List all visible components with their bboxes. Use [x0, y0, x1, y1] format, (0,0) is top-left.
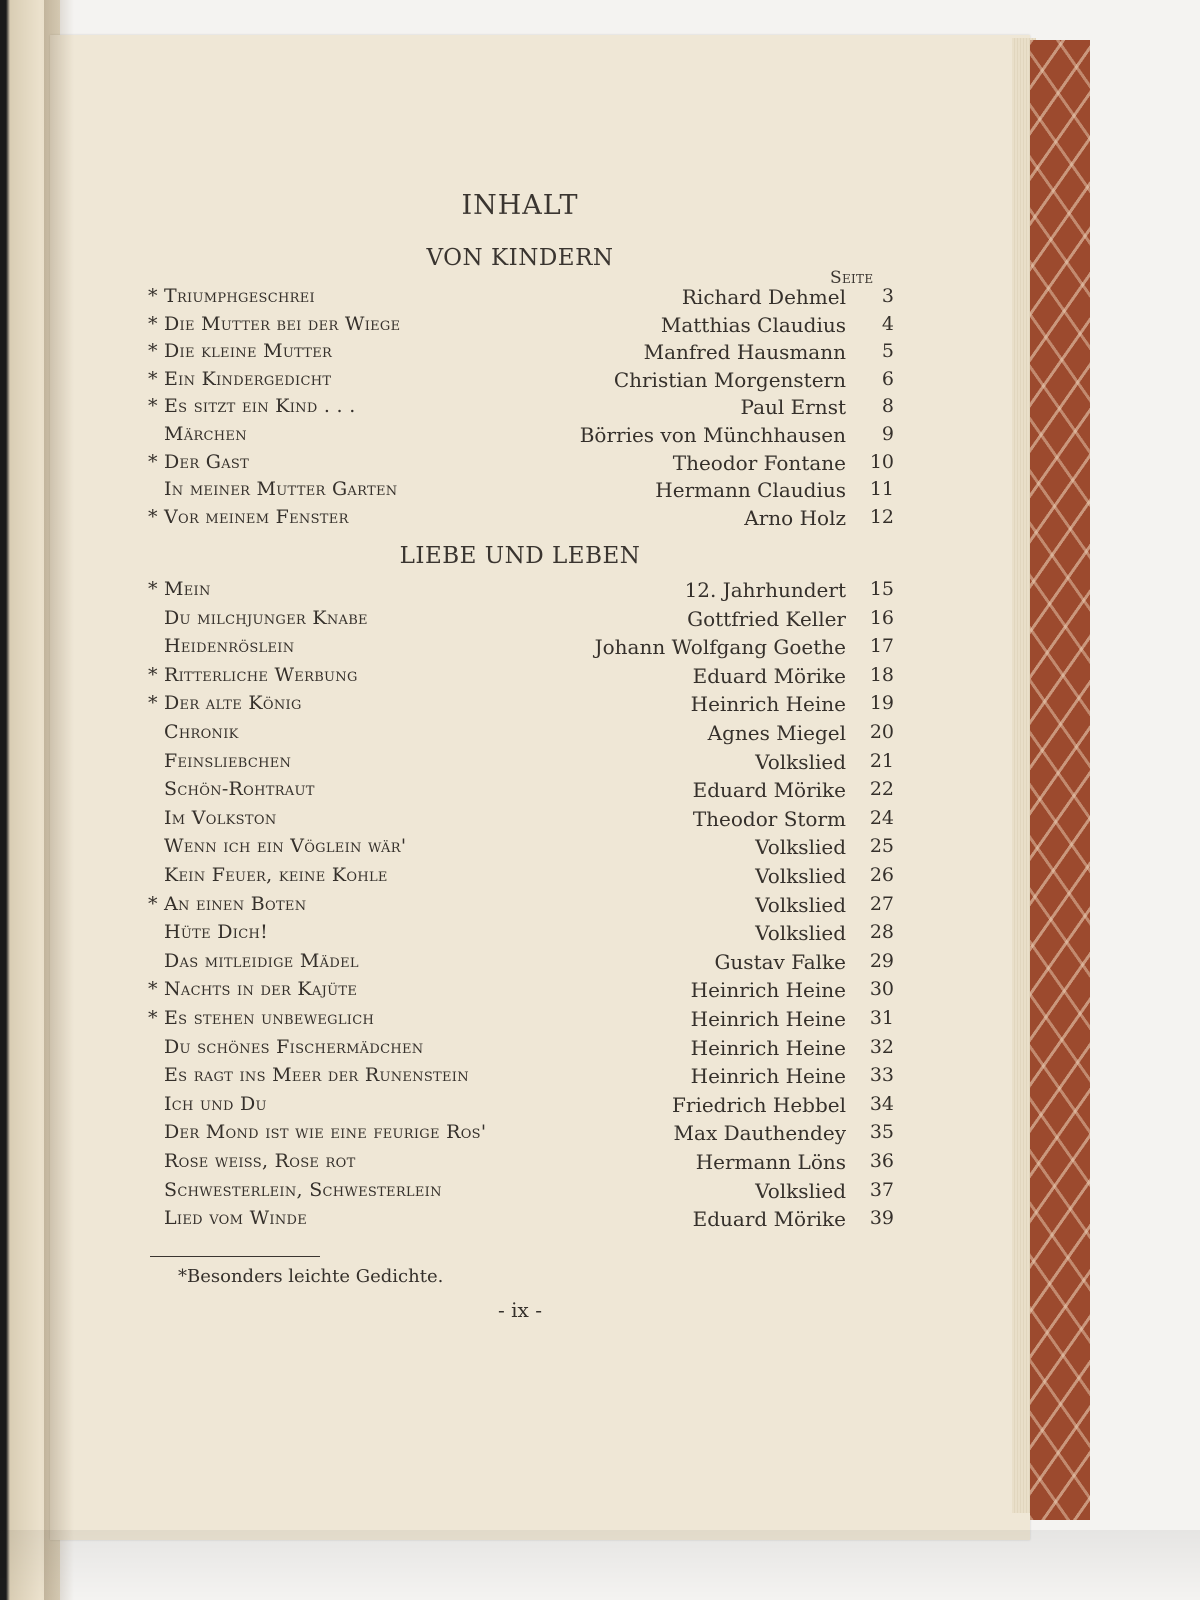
poem-author: Hermann Löns — [695, 1150, 846, 1174]
poem-title: Vor meinem Fenster — [164, 505, 349, 528]
poem-title: Es ragt ins Meer der Runenstein — [164, 1064, 469, 1087]
page-ref: 6 — [881, 367, 894, 390]
poem-author: Heinrich Heine — [690, 978, 846, 1003]
poem-title: Der Mond ist wie eine feurige Ros' — [164, 1121, 487, 1144]
toc-easy-marker: * — [148, 663, 158, 686]
poem-title: Chronik — [164, 721, 239, 743]
poem-author: Volkslied — [755, 1178, 846, 1203]
toc-entry — [148, 340, 894, 366]
page-ref: 39 — [869, 1207, 894, 1230]
poem-title: In meiner Mutter Garten — [164, 478, 398, 501]
poem-title: Es stehen unbeweglich — [164, 1007, 375, 1029]
page-ref: 10 — [869, 450, 894, 473]
toc-entry — [148, 950, 894, 976]
poem-title: Du milchjunger Knabe — [164, 606, 368, 629]
page-ref: 36 — [869, 1150, 894, 1172]
poem-title: Triumphgeschrei — [164, 285, 315, 307]
poem-author: 12. Jahrhundert — [684, 578, 846, 602]
toc-entry — [148, 1179, 894, 1205]
poem-title: An einen Boten — [164, 892, 307, 915]
toc-entry — [148, 1036, 894, 1062]
toc-entry — [148, 778, 894, 804]
page-gutter-shadow — [44, 0, 74, 1600]
page-ref: 8 — [881, 395, 894, 418]
page-ref: 19 — [869, 692, 894, 715]
book-cover-pattern — [1030, 40, 1090, 1520]
page-ref: 27 — [869, 892, 894, 915]
poem-author: Volkslied — [755, 835, 846, 860]
toc-easy-marker: * — [148, 978, 158, 1001]
section-heading: LIEBE UND LEBEN — [399, 543, 641, 569]
toc-entry — [148, 578, 894, 604]
poem-title: Heidenröslein — [164, 635, 295, 658]
toc-entry — [148, 893, 894, 919]
page-ref: 28 — [869, 921, 894, 944]
poem-author: Börries von Münchhausen — [579, 423, 846, 447]
toc-entry — [148, 285, 894, 311]
toc-entry — [148, 635, 894, 661]
toc-entry — [148, 1150, 894, 1176]
poem-author: Heinrich Heine — [690, 692, 846, 717]
bottom-shadow — [0, 1530, 1200, 1600]
poem-author: Eduard Mörike — [692, 778, 846, 803]
page-ref: 5 — [881, 340, 894, 363]
poem-title: Märchen — [164, 423, 247, 445]
toc-entry — [148, 835, 894, 861]
toc-easy-marker: * — [148, 395, 158, 418]
page-ref: 25 — [869, 835, 894, 858]
page-ref: 17 — [869, 635, 894, 658]
poem-title: Es sitzt ein Kind . . . — [164, 395, 356, 418]
toc-easy-marker: * — [148, 892, 158, 915]
poem-author: Manfred Hausmann — [643, 340, 846, 365]
toc-entry — [148, 423, 894, 449]
poem-author: Matthias Claudius — [660, 312, 846, 337]
toc-entry — [148, 1121, 894, 1147]
toc-entry — [148, 1093, 894, 1119]
page-ref: 29 — [869, 949, 894, 972]
poem-author: Friedrich Hebbel — [672, 1092, 846, 1117]
poem-author: Hermann Claudius — [655, 478, 846, 503]
page-number: - ix - — [498, 1298, 542, 1322]
poem-title: Mein — [164, 578, 211, 600]
toc-entry — [148, 750, 894, 776]
poem-title: Kein Feuer, keine Kohle — [164, 864, 388, 886]
page-ref: 26 — [869, 864, 894, 886]
toc-entry — [148, 313, 894, 339]
toc-entry — [148, 1007, 894, 1033]
toc-entry — [148, 1064, 894, 1090]
toc-easy-marker: * — [148, 505, 158, 528]
poem-title: Du schönes Fischermädchen — [164, 1035, 424, 1058]
poem-author: Christian Morgenstern — [613, 367, 846, 392]
toc-easy-marker: * — [148, 578, 158, 600]
toc-entry — [148, 978, 894, 1004]
poem-title: Der alte König — [164, 692, 302, 715]
toc-entry — [148, 478, 894, 504]
page-ref: 20 — [869, 721, 894, 743]
poem-title: Schwesterlein, Schwesterlein — [164, 1178, 442, 1201]
page-ref: 33 — [869, 1064, 894, 1087]
poem-author: Agnes Miegel — [707, 721, 846, 745]
page-ref: 16 — [869, 606, 894, 629]
toc-easy-marker: * — [148, 285, 158, 307]
section-heading: VON KINDERN — [426, 245, 614, 271]
poem-author: Eduard Mörike — [692, 663, 846, 688]
poem-title: Der Gast — [164, 450, 250, 473]
poem-title: Nachts in der Kajüte — [164, 978, 358, 1001]
page-ref: 22 — [869, 778, 894, 801]
poem-author: Volkslied — [755, 921, 846, 946]
poem-title: Ich und Du — [164, 1092, 267, 1115]
toc-easy-marker: * — [148, 450, 158, 473]
poem-author: Theodor Fontane — [672, 450, 846, 475]
footnote-rule — [150, 1256, 320, 1257]
page-ref: 4 — [881, 312, 894, 335]
page-ref: 15 — [869, 578, 894, 600]
page-ref: 3 — [881, 285, 894, 307]
footnote: *Besonders leichte Gedichte. — [178, 1266, 444, 1287]
contents-heading: INHALT — [461, 190, 579, 221]
toc-entry — [148, 864, 894, 890]
poem-author: Volkslied — [755, 864, 846, 888]
poem-author: Theodor Storm — [692, 806, 846, 831]
page-ref: 11 — [869, 478, 894, 501]
poem-title: Ein Kindergedicht — [164, 367, 332, 390]
poem-author: Volkslied — [755, 892, 846, 917]
poem-author: Richard Dehmel — [681, 285, 846, 309]
page-column-label: Seite — [830, 268, 874, 288]
poem-author: Volkslied — [755, 749, 846, 774]
page-ref: 30 — [869, 978, 894, 1001]
toc-entry — [148, 607, 894, 633]
page-ref: 9 — [881, 423, 894, 445]
poem-title: Das mitleidige Mädel — [164, 949, 359, 972]
page-ref: 37 — [869, 1178, 894, 1201]
poem-title: Rose weiss, Rose rot — [164, 1150, 356, 1172]
toc-easy-marker: * — [148, 1007, 158, 1029]
toc-entry — [148, 368, 894, 394]
poem-title: Schön-Rohtraut — [164, 778, 315, 801]
toc-entry — [148, 721, 894, 747]
poem-title: Wenn ich ein Vöglein wär' — [164, 835, 407, 858]
toc-easy-marker: * — [148, 312, 158, 335]
toc-easy-marker: * — [148, 692, 158, 715]
poem-title: Lied vom Winde — [164, 1207, 308, 1230]
poem-title: Hüte Dich! — [164, 921, 269, 944]
page-ref: 12 — [869, 505, 894, 528]
poem-title: Ritterliche Werbung — [164, 663, 358, 686]
page-ref: 18 — [869, 663, 894, 686]
poem-author: Heinrich Heine — [690, 1007, 846, 1031]
toc-entry — [148, 692, 894, 718]
toc-entry — [148, 506, 894, 532]
toc-entry — [148, 1207, 894, 1233]
poem-title: Im Volkston — [164, 806, 277, 829]
toc-easy-marker: * — [148, 340, 158, 363]
page-ref: 35 — [869, 1121, 894, 1144]
poem-author: Max Dauthendey — [673, 1121, 846, 1146]
poem-author: Heinrich Heine — [690, 1064, 846, 1089]
toc-entry — [148, 807, 894, 833]
poem-title: Die kleine Mutter — [164, 340, 333, 363]
toc-entry — [148, 921, 894, 947]
poem-title: Die Mutter bei der Wiege — [164, 312, 401, 335]
toc-entry — [148, 664, 894, 690]
poem-author: Arno Holz — [744, 505, 846, 530]
page-ref: 21 — [869, 749, 894, 772]
poem-author: Paul Ernst — [740, 395, 846, 420]
poem-author: Heinrich Heine — [690, 1035, 846, 1060]
poem-title: Feinsliebchen — [164, 749, 292, 772]
page-ref: 32 — [869, 1035, 894, 1058]
page-ref: 24 — [869, 806, 894, 829]
toc-entry — [148, 395, 894, 421]
toc-easy-marker: * — [148, 367, 158, 390]
poem-author: Eduard Mörike — [692, 1207, 846, 1232]
poem-author: Gottfried Keller — [687, 606, 846, 631]
page-ref: 34 — [869, 1092, 894, 1115]
toc-entry — [148, 451, 894, 477]
poem-author: Gustav Falke — [714, 949, 846, 974]
poem-author: Johann Wolfgang Goethe — [594, 635, 846, 660]
page-ref: 31 — [869, 1007, 894, 1029]
